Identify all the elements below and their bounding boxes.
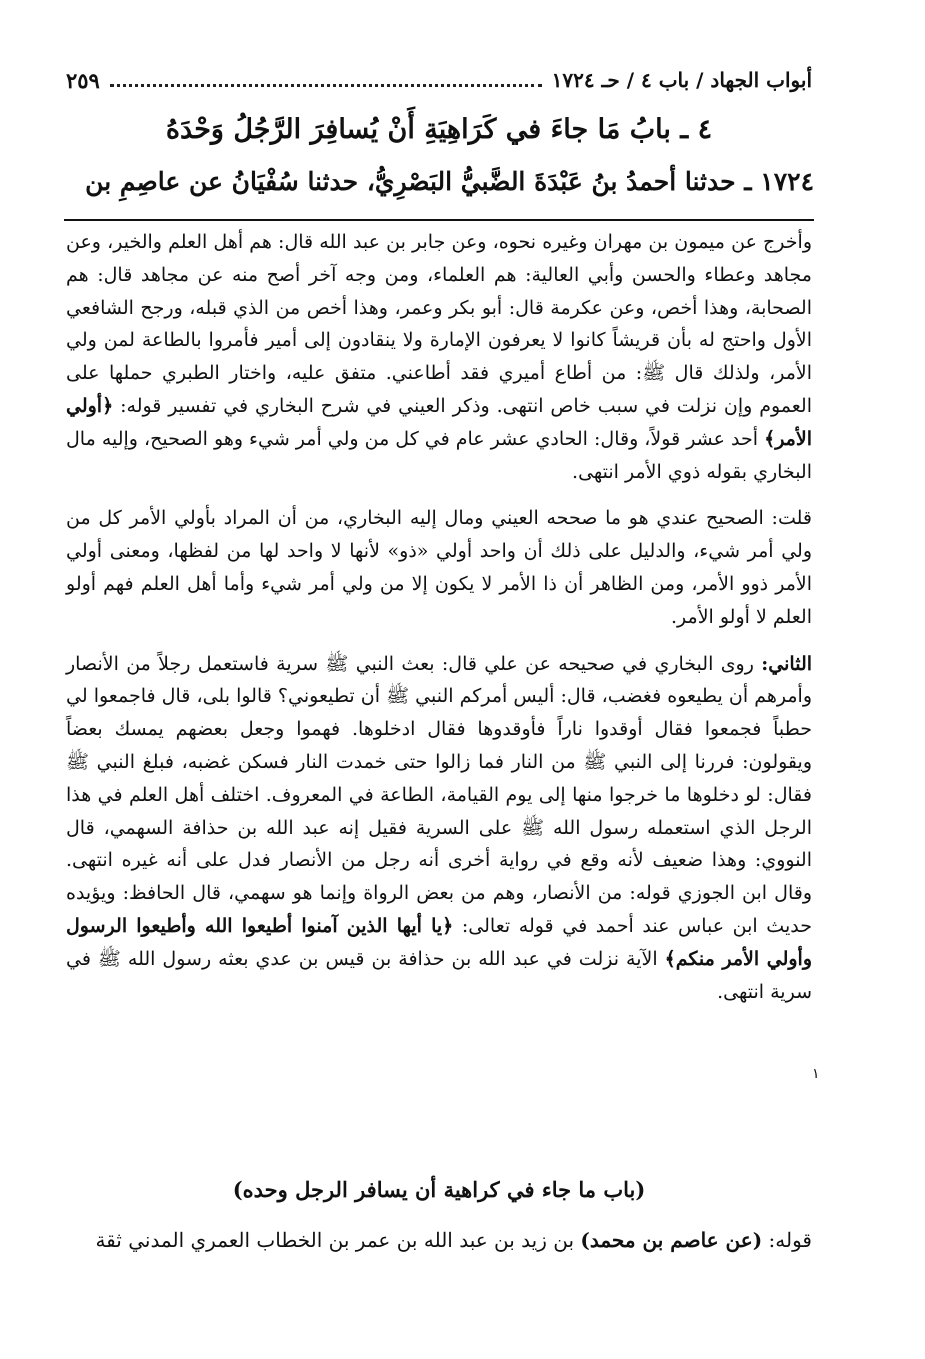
paragraph-text: وأخرج عن ميمون بن مهران وغيره نحوه، وعن جابر بن عبد الله قال: هم أهل العلم والخير، وعن مجاهد وعطاء والحسن وأبي العالية: هم العلماء، ومن وجه آخر أصح منه عن مجاهد قال: هم الصحابة، وهذا أخص، وعن عكرمة قال: أبو بكر وعمر، وهذا أخص من الذي قبله، ورجح الشافعي الأول واحتج له بأن قريشاً كانوا لا يعرفون الإمارة ولا ينقادون إلى أمير فأمروا بالطاعة لمن ولي الأمر، ولذلك قال ﷺ: من أطاع أميري فقد أطاعني. متفق عليه، واختار الطبري حملها على العموم وإن نزلت في سبب خاص انتهى. وذكر العيني في شرح البخاري في تفسير قوله: [66, 231, 812, 417]
commentary-paragraph [66, 648, 812, 1009]
line-intro: قوله: [768, 1228, 812, 1252]
paragraph-text: أحد عشر قولاً، وقال: الحادي عشر عام في كل من ولي أمر شيء وهو الصحيح، وإليه مال البخاري بقوله ذوي الأمر انتهى. [66, 427, 812, 483]
commentary-paragraph [66, 502, 812, 633]
commentary-paragraph [66, 226, 812, 488]
paragraph-text: روى البخاري في صحيحه عن علي قال: بعث النبي ﷺ سرية فاستعمل رجلاً من الأنصار وأمرهم أن يطيعوه فغضب، قال: أليس أمركم النبي ﷺ أن تطيعوني؟ قالوا بلى، قال فاجمعوا لي حطباً فجمعوا فقال أوقدوا ناراً فأوقدوها فقال ادخلوها. فهموا وجعل بعضهم يمسك بعضاً ويقولون: فررنا إلى النبي ﷺ من النار فما زالوا حتى خمدت النار فسكن غضبه، فبلغ النبي ﷺ فقال: لو دخلوها ما خرجوا منها إلى يوم القيامة، الطاعة في المعروف. اختلف أهل العلم في هذا الرجل الذي استعمله رسول الله ﷺ على السرية فقيل إنه عبد الله بن حذافة السهمي، قال النووي: وهذا ضعيف لأنه وقع في رواية أخرى أنه رجل من الأنصار فدل على أنه غيره انتهى. وقال ابن الجوزي قوله: من الأنصار، وهم من بعض الرواة وإنما هو سهمي، قال الحافظ: ويؤيده حديث ابن عباس عند أحمد في قوله تعالى: [66, 652, 812, 937]
leader-dots [110, 74, 542, 87]
quranic-quote: ﴿يا أيها الذين آمنوا أطيعوا الله وأطيعوا الرسول وأولي الأمر منكم﴾ [66, 914, 812, 970]
commentary-block [66, 226, 812, 1008]
running-title: أبواب الجهاد / باب ٤ / حـ ١٧٢٤ [551, 68, 812, 92]
hadith-text: ١٧٢٤ ـ حدثنا أحمدُ بنُ عَبْدَةَ الضَّبيُّ البَصْرِيُّ، حدثنا سُفْيَانُ عن عاصِمِ بن [85, 167, 814, 196]
line-text: بن زيد بن عبد الله بن عمر بن الخطاب العمري المدني ثقة [95, 1228, 575, 1252]
narrator-name: (عن عاصم بن محمد) [580, 1228, 763, 1252]
paragraph-text: قلت: الصحيح عندي هو ما صححه العيني ومال إليه البخاري، من أن المراد بأولي الأمر كل من ولي أمر شيء، والدليل على ذلك أن واحد أولي «ذو» لأنها لا واحد لها من لفظها، ومعنى أولي الأمر ذوو الأمر، ومن الظاهر أن ذا الأمر لا يكون إلا من ولي أمر شيء وأما أهل العلم فهم أولو العلم لا أولو الأمر. [66, 507, 812, 628]
quranic-quote: ﴿أولي الأمر﴾ [66, 394, 812, 450]
page-number: ٢٥٩ [66, 67, 100, 93]
commentary-line [66, 1222, 812, 1258]
running-header [66, 62, 812, 98]
divider-rule [64, 219, 814, 221]
paragraph-lead: الثاني: [761, 652, 813, 675]
section-heading: (باب ما جاء في كراهية أن يسافر الرجل وحده) [232, 1177, 646, 1202]
paragraph-text: الآية نزلت في عبد الله بن حذافة بن قيس بن عدي بعثه رسول الله ﷺ في سرية انتهى. [66, 947, 812, 1003]
margin-mark: ١ [812, 1066, 820, 1082]
chapter-title: ٤ ـ بابُ مَا جاءَ في كَرَاهِيَةِ أَنْ يُسافِرَ الرَّجُلُ وَحْدَهُ [165, 114, 713, 145]
